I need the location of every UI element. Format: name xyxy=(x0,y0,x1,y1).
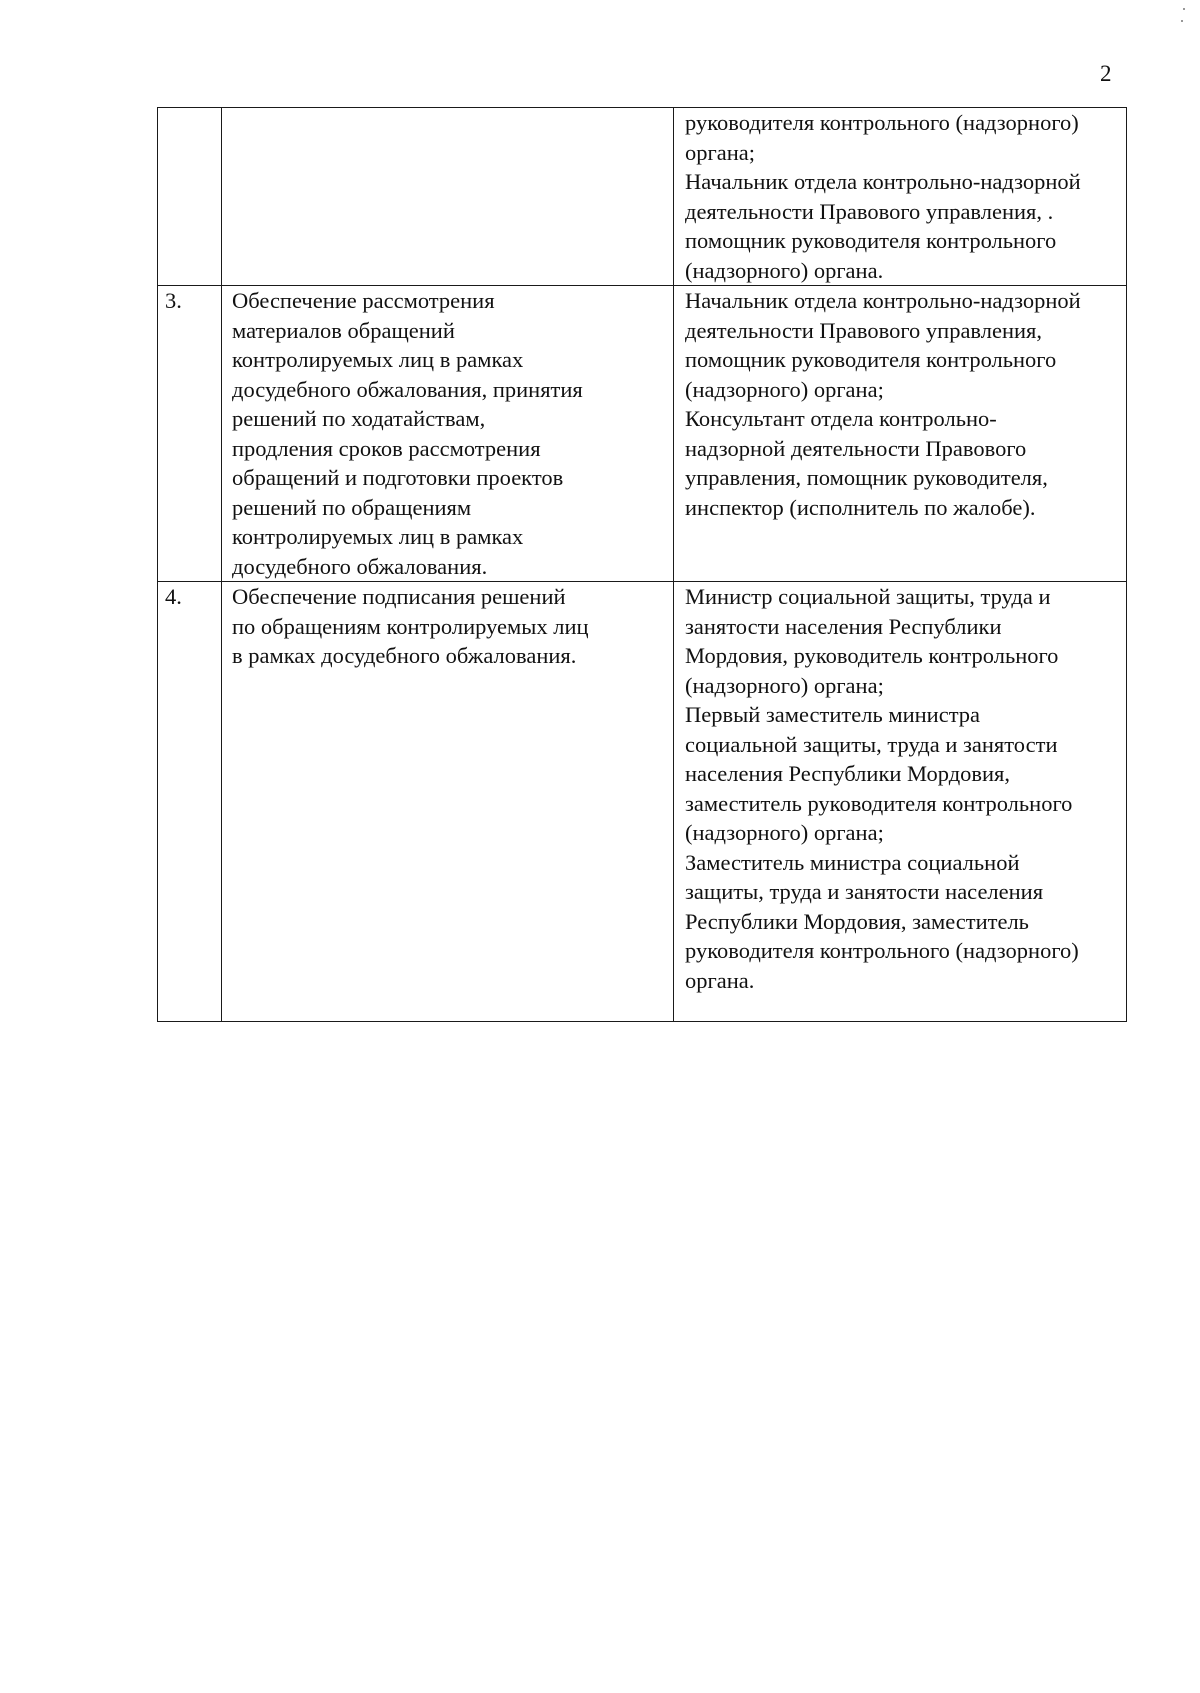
responsible-line: Заместитель министра социальной xyxy=(685,849,1020,875)
task-line: контролируемых лиц в рамках xyxy=(232,347,524,372)
responsible-line: Начальник отдела контрольно-надзорной xyxy=(685,169,1081,194)
row-number-cell xyxy=(158,108,222,286)
responsible-line: управления, помощник руководителя, xyxy=(685,465,1048,490)
responsible-line: социальной защиты, труда и занятости xyxy=(685,731,1058,757)
responsible-cell xyxy=(674,286,1127,582)
row-number-cell xyxy=(158,582,222,1022)
task-line: Обеспечение подписания решений xyxy=(232,584,566,609)
scan-speck xyxy=(1183,8,1185,10)
responsibility-table xyxy=(157,107,1127,1022)
responsible-line: руководителя контрольного (надзорного) xyxy=(685,938,1079,963)
responsible-line: Республики Мордовия, заместитель xyxy=(685,908,1029,934)
responsible-line: органа. xyxy=(685,967,755,993)
task-line: решений по обращениям xyxy=(232,494,472,520)
responsible-line: населения Республики Мордовия, xyxy=(685,761,1011,786)
responsible-line: Начальник отдела контрольно-надзорной xyxy=(685,288,1081,313)
responsible-cell xyxy=(674,108,1127,286)
responsible-line: (надзорного) органа; xyxy=(685,376,884,402)
task-cell xyxy=(222,108,674,286)
task-line: в рамках досудебного обжалования. xyxy=(232,643,577,668)
responsible-line: занятости населения Республики xyxy=(685,613,1002,639)
task-line: контролируемых лиц в рамках xyxy=(232,524,524,549)
task-cell xyxy=(222,286,674,582)
responsible-line: органа; xyxy=(685,139,755,165)
row-number-cell xyxy=(158,286,222,582)
task-line: решений по ходатайствам, xyxy=(232,406,486,431)
table-row xyxy=(158,582,1127,1022)
table-row xyxy=(158,108,1127,286)
responsible-line: надзорной деятельности Правового xyxy=(685,435,1027,461)
responsible-line: (надзорного) органа; xyxy=(685,672,884,698)
task-line: материалов обращений xyxy=(232,317,455,343)
task-line: Обеспечение рассмотрения xyxy=(232,288,495,313)
page-number: 2 xyxy=(1100,61,1112,86)
task-line: досудебного обжалования, принятия xyxy=(232,376,583,402)
responsible-line: заместитель руководителя контрольного xyxy=(685,790,1073,816)
responsible-line: Министр социальной защиты, труда и xyxy=(685,584,1051,609)
task-line: досудебного обжалования. xyxy=(232,553,488,579)
task-line: обращений и подготовки проектов xyxy=(232,465,564,490)
task-line: продления сроков рассмотрения xyxy=(232,435,541,461)
responsible-line: деятельности Правового управления, xyxy=(685,317,1043,343)
responsible-line: деятельности Правового управления, . xyxy=(685,198,1054,224)
responsible-line: (надзорного) органа. xyxy=(685,257,884,283)
row-number: 3. xyxy=(165,288,182,313)
responsible-cell xyxy=(674,582,1127,1022)
task-cell xyxy=(222,582,674,1022)
responsible-line: помощник руководителя контрольного xyxy=(685,347,1057,372)
responsible-line: Первый заместитель министра xyxy=(685,702,981,727)
task-line: по обращениям контролируемых лиц xyxy=(232,613,589,639)
responsible-line: защиты, труда и занятости населения xyxy=(685,879,1044,904)
row-number: 4. xyxy=(165,584,182,609)
responsible-line: Консультант отдела контрольно- xyxy=(685,406,997,431)
scan-speck xyxy=(1181,20,1183,22)
responsible-line: инспектор (исполнитель по жалобе). xyxy=(685,494,1036,520)
responsible-line: (надзорного) органа; xyxy=(685,820,884,845)
table-row xyxy=(158,286,1127,582)
responsible-line: Мордовия, руководитель контрольного xyxy=(685,643,1059,668)
responsible-line: руководителя контрольного (надзорного) xyxy=(685,110,1079,135)
responsible-line: помощник руководителя контрольного xyxy=(685,228,1057,253)
